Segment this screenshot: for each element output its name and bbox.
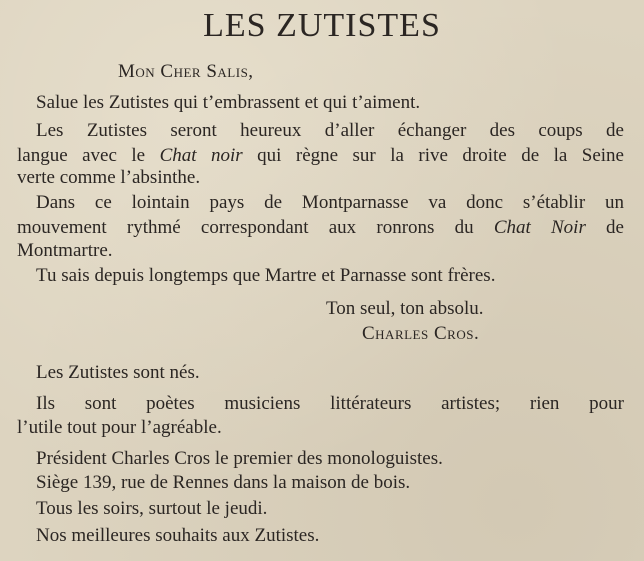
letter-line-8: Tu sais depuis longtemps que Martre et Parnasse sont frères.	[36, 265, 496, 286]
notice-line-1: Les Zutistes sont nés.	[36, 362, 200, 383]
letter-line-3-c: qui règne sur la rive droite de la Seine	[242, 145, 624, 166]
chat-noir-title-text: Chat Noir	[493, 217, 586, 238]
notice-line-2: Ils sont poètes musiciens littérateurs artistes; rien pour	[36, 393, 624, 414]
letter-line-4: verte comme l’absinthe.	[17, 167, 201, 188]
letter-line-3	[17, 144, 624, 168]
letter-line-2: Les Zutistes seront heureux d’aller échanger des coups de	[36, 120, 624, 141]
letter-closing: Ton seul, ton absolu.	[326, 298, 484, 319]
notice-line-6: Tous les soirs, surtout le jeudi.	[36, 498, 268, 519]
chat-noir-text: Chat noir	[159, 145, 243, 166]
letter-line-7: Montmartre.	[17, 240, 113, 261]
letter-line-1: Salue les Zutistes qui t’embrassent et qui t’aiment.	[36, 92, 421, 113]
notice-line-5: Siège 139, rue de Rennes dans la maison de bois.	[36, 472, 411, 493]
letter-line-6	[17, 216, 624, 240]
page-title: LES ZUTISTES	[203, 7, 441, 44]
letter-signature: Charles Cros.	[362, 323, 480, 344]
letter-line-5: Dans ce lointain pays de Montparnasse va donc s’établir un	[36, 192, 624, 213]
letter-line-6-a: mouvement rythmé correspondant aux ronrons du	[17, 217, 494, 238]
notice-line-7: Nos meilleures souhaits aux Zutistes.	[36, 525, 320, 546]
notice-line-3: l’utile tout pour l’agréable.	[17, 417, 222, 438]
letter-salutation: Mon Cher Salis,	[118, 61, 254, 82]
notice-line-4: Président Charles Cros le premier des monologuistes.	[36, 448, 443, 469]
letter-line-6-c: de	[585, 217, 624, 238]
letter-line-3-a: langue avec le	[17, 145, 160, 166]
